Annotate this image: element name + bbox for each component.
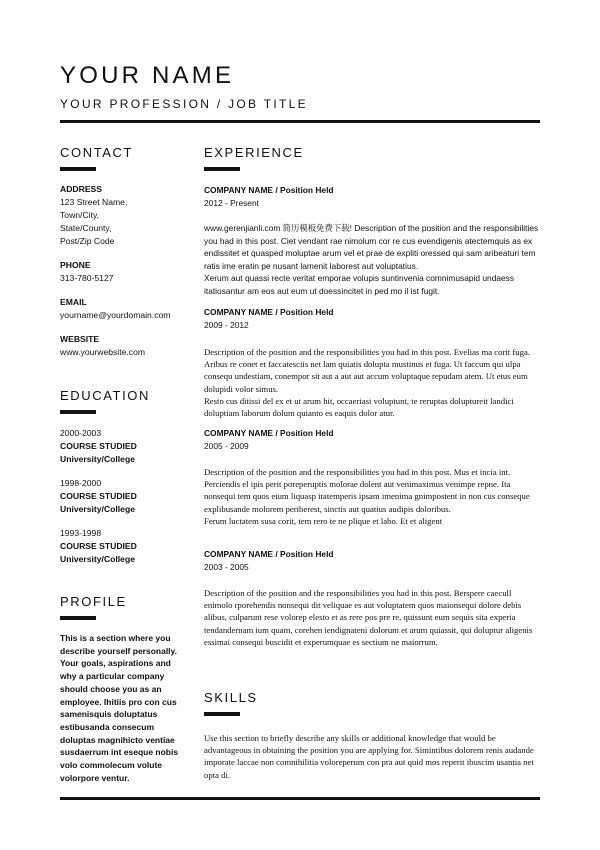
education-heading: EDUCATION (60, 388, 150, 403)
education-school: University/College (60, 454, 135, 464)
education-course: COURSE STUDIED (60, 441, 137, 451)
job-description (204, 346, 540, 419)
job-desc-para: Description of the position and the responsibilities you had in this post. Berspere caecull enimolo rporehendis nonsequi dit veliquae es aut voluptatem quos maionsequi dolore debis alibus, culparunt rese volorep elesto et as rere pos pre re, quissunt eum sequis sita experia tendandernam ium quam, corehen iendignateni dolorum et arum quiassit, qui doluptur aligenis essimai consequi buscidit et experumquae es sectium ne maiorrum. (204, 588, 533, 647)
education-course: COURSE STUDIED (60, 541, 137, 551)
job-desc-para: Ferum luctatem susa corit, tem rero te ne plique et labo. Et et aligent (204, 515, 443, 526)
profile-heading: PROFILE (60, 594, 127, 609)
phone-label: PHONE (60, 260, 91, 270)
footer-divider (60, 797, 540, 800)
header-divider (60, 120, 540, 123)
address-line: 123 Street Name, (60, 197, 128, 207)
contact-details (60, 183, 190, 248)
website-label: WEBSITE (60, 334, 100, 344)
job-company: COMPANY NAME / Position Held (204, 307, 334, 317)
education-school: University/College (60, 554, 135, 564)
job-desc-para: Description of the position and the responsibilities you had in this post. Mus et incia int. Perciendis el ipis perit poreperuptis molorae dolent aut venimaximus venimpe repne. Ita nonsequi tem quos eium liquasp itatemperis ipsam imenima gnimpostent in non cus conseque explibusande molorem periberest, sinctis aut quatius audipis doloribus. (204, 467, 530, 514)
email-block (60, 296, 190, 322)
education-course: COURSE STUDIED (60, 491, 137, 501)
profile-heading-bar (60, 616, 96, 620)
skills-heading-bar (204, 712, 240, 716)
email-value[interactable]: yourname@yourdomain.com (60, 310, 171, 320)
email-label: EMAIL (60, 297, 87, 307)
education-entry (60, 477, 190, 516)
address-label: ADDRESS (60, 184, 103, 194)
job-desc-para: Xerum aut quassi recte veritat emporae volupis suntinvenia comnimusapid undaess itatiosantur am eos aut eum ut doessincitet in ped mo il ist fugit. (204, 273, 515, 296)
job-description (204, 587, 540, 648)
address-line: State/County, (60, 223, 112, 233)
website-value[interactable]: www.yourwebsite.com (60, 347, 146, 357)
job-description (204, 466, 540, 527)
skills-text: Use this section to briefly describe any skills or additional knowledge that would be advantageous in obtaining the position you are applying for. Simintibus dolorem renis audande imporate laccae non comnihilitia voloreperum con pra aut quid mos reperit ibuscim usantia net opta di. (204, 733, 534, 780)
job-desc-para: Resto cus ditissi del ex et ut arum hit, occaeriasi voluptunt, te reruptas doluptureit landici doluptiam laborum dolum quianto es eaquis dolor atur. (204, 395, 514, 419)
education-years: 1993-1998 (60, 528, 102, 538)
website-block (60, 333, 190, 359)
job-company: COMPANY NAME / Position Held (204, 428, 334, 438)
profile-text: This is a section where you describe yourself personally. Your goals, aspirations and why a particular company should choose you as an employee. Ihitiis pro con cus samenisquis doluptatus estibusanda consecum doluptas magnihicto ventiae susdaerrum int eseque nobis volo commolecum volute volorpore ventur. (60, 633, 179, 783)
education-heading-bar (60, 410, 96, 414)
job-header (204, 306, 540, 332)
address-line: Town/City, (60, 210, 99, 220)
contact-heading: CONTACT (60, 145, 134, 160)
job-desc-para: www.gerenjianli.com 简历模板免费下载! Description of the position and the responsibilities you had in this post. Ciet vendant rae nimolum cor re cus evendigenis atectemquis as ex endissitet et quasped moluptae arum vel et prae de expliti oressed qui sam aribeaturi tem ratis ime eratin pe nusant lamenit laborest aut voluptatius. (204, 223, 539, 271)
experience-heading-bar (204, 167, 240, 171)
job-dates: 2005 - 2009 (204, 441, 249, 451)
phone-value: 313-780-5127 (60, 273, 114, 283)
education-entry (60, 427, 190, 466)
education-entry (60, 527, 190, 566)
job-dates: 2012 - Present (204, 198, 259, 208)
job-dates: 2009 - 2012 (204, 320, 249, 330)
education-years: 2000-2003 (60, 428, 102, 438)
education-years: 1998-2000 (60, 478, 102, 488)
job-desc-para: Description of the position and the responsibilities you had in this post. Evelias ma corit fuga. Aribus re conet et faccatesciis net lam quiatis dolupta mustinus et fuga. Ut faccum qui ulpa consequ undestiam, conempor sit aut a aut aut accum voluptaque repudam atem. Ut etus eum dolupidi volor simus. (204, 347, 530, 394)
resume-name: YOUR NAME (60, 62, 235, 89)
education-school: University/College (60, 504, 135, 514)
job-header (204, 548, 540, 574)
job-company: COMPANY NAME / Position Held (204, 185, 334, 195)
phone-block (60, 259, 190, 285)
job-description (204, 222, 540, 298)
job-title: YOUR PROFESSION / JOB TITLE (60, 97, 308, 111)
job-header (204, 427, 540, 453)
address-line: Post/Zip Code (60, 236, 115, 246)
job-company: COMPANY NAME / Position Held (204, 549, 334, 559)
job-dates: 2003 - 2005 (204, 562, 249, 572)
job-header (204, 184, 540, 210)
experience-heading: EXPERIENCE (204, 145, 304, 160)
contact-heading-bar (60, 167, 96, 171)
skills-heading: SKILLS (204, 690, 258, 705)
